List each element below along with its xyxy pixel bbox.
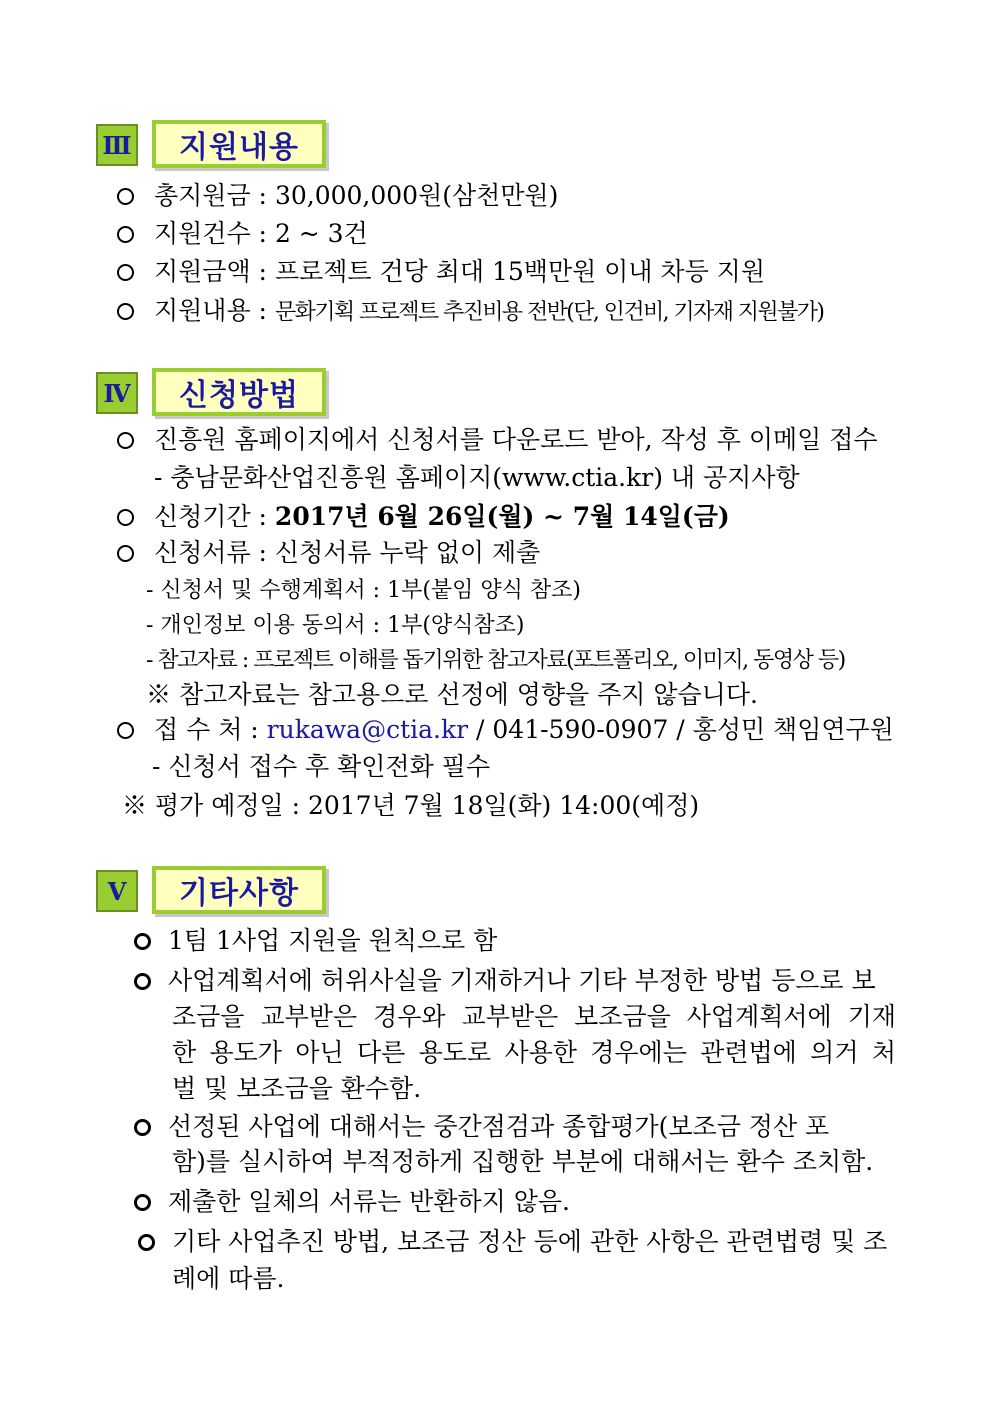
list-item: 제출한 일체의 서류는 반환하지 않음. [134,1183,570,1221]
circle-bullet-icon [138,1234,155,1251]
list-item: 선정된 사업에 대해서는 중간점검과 종합평가(보조금 정산 포 [134,1108,829,1146]
circle-bullet-icon [134,1119,151,1136]
circle-bullet-icon [134,973,151,990]
list-item-continuation: 례에 따름. [172,1264,285,1293]
list-item: 총지원금 : 30,000,000원(삼천만원) [117,177,558,215]
circle-bullet-icon [117,432,134,449]
list-sub-item: - 충남문화산업진흥원 홈페이지(www.ctia.kr) 내 공지사항 [154,463,800,492]
list-item: 지원건수 : 2 ~ 3건 [117,215,368,253]
application-period: 2017년 6월 26일(월) ~ 7월 14일(금) [274,502,730,531]
section-title: 기타사항 [152,866,326,914]
contact-email-link[interactable]: rukawa@ctia.kr [266,715,469,744]
list-item: 신청서류 : 신청서류 누락 없이 제출 [117,534,540,572]
list-item-continuation: 한 용도가 아닌 다른 용도로 사용한 경우에는 관련법에 의거 처 [172,1038,896,1067]
circle-bullet-icon [117,264,134,281]
circle-bullet-icon [117,722,134,739]
section-number: Ⅲ [96,124,138,166]
list-item-continuation: 함)를 실시하여 부적정하게 집행한 부분에 대해서는 환수 조치함. [172,1147,874,1176]
list-item: 진흥원 홈페이지에서 신청서를 다운로드 받아, 작성 후 이메일 접수 [117,421,878,459]
list-item: 기타 사업추진 방법, 보조금 정산 등에 관한 사항은 관련법령 및 조 [138,1223,887,1261]
list-sub-item: - 참고자료 : 프로젝트 이해를 돕기위한 참고자료(포트폴리오, 이미지, 동영상 등) [146,648,845,673]
section-title: 신청방법 [152,368,326,416]
circle-bullet-icon [117,545,134,562]
circle-bullet-icon [117,303,134,320]
list-sub-item: - 신청서 및 수행계획서 : 1부(붙임 양식 참조) [146,578,581,603]
circle-bullet-icon [117,188,134,205]
section-number: Ⅳ [96,372,138,414]
list-sub-item: - 신청서 접수 후 확인전화 필수 [152,752,490,781]
list-item: 접 수 처 : rukawa@ctia.kr / 041-590-0907 / 홍성민 책임연구원 [117,711,894,749]
list-item: 신청기간 : 2017년 6월 26일(월) ~ 7월 14일(금) [117,498,730,536]
list-item: 지원내용 : 문화기획 프로젝트 추진비용 전반(단, 인건비, 기자재 지원불가) [117,292,823,332]
circle-bullet-icon [117,509,134,526]
circle-bullet-icon [134,933,151,950]
list-item-continuation: 벌 및 보조금을 환수함. [172,1074,422,1103]
note: ※ 참고자료는 참고용으로 선정에 영향을 주지 않습니다. [146,680,758,709]
circle-bullet-icon [117,226,134,243]
note: ※ 평가 예정일 : 2017년 7월 18일(화) 14:00(예정) [122,791,700,820]
list-item: 지원금액 : 프로젝트 건당 최대 15백만원 이내 차등 지원 [117,253,765,291]
list-item: 사업계획서에 허위사실을 기재하거나 기타 부정한 방법 등으로 보 [134,962,896,1000]
circle-bullet-icon [134,1194,151,1211]
list-item-continuation: 조금을 교부받은 경우와 교부받은 보조금을 사업계획서에 기재 [172,1002,896,1031]
section-title: 지원내용 [152,120,326,168]
section-number: Ⅴ [96,870,138,912]
list-item: 1팀 1사업 지원을 원칙으로 함 [134,922,497,960]
list-sub-item: - 개인정보 이용 동의서 : 1부(양식참조) [146,613,525,638]
